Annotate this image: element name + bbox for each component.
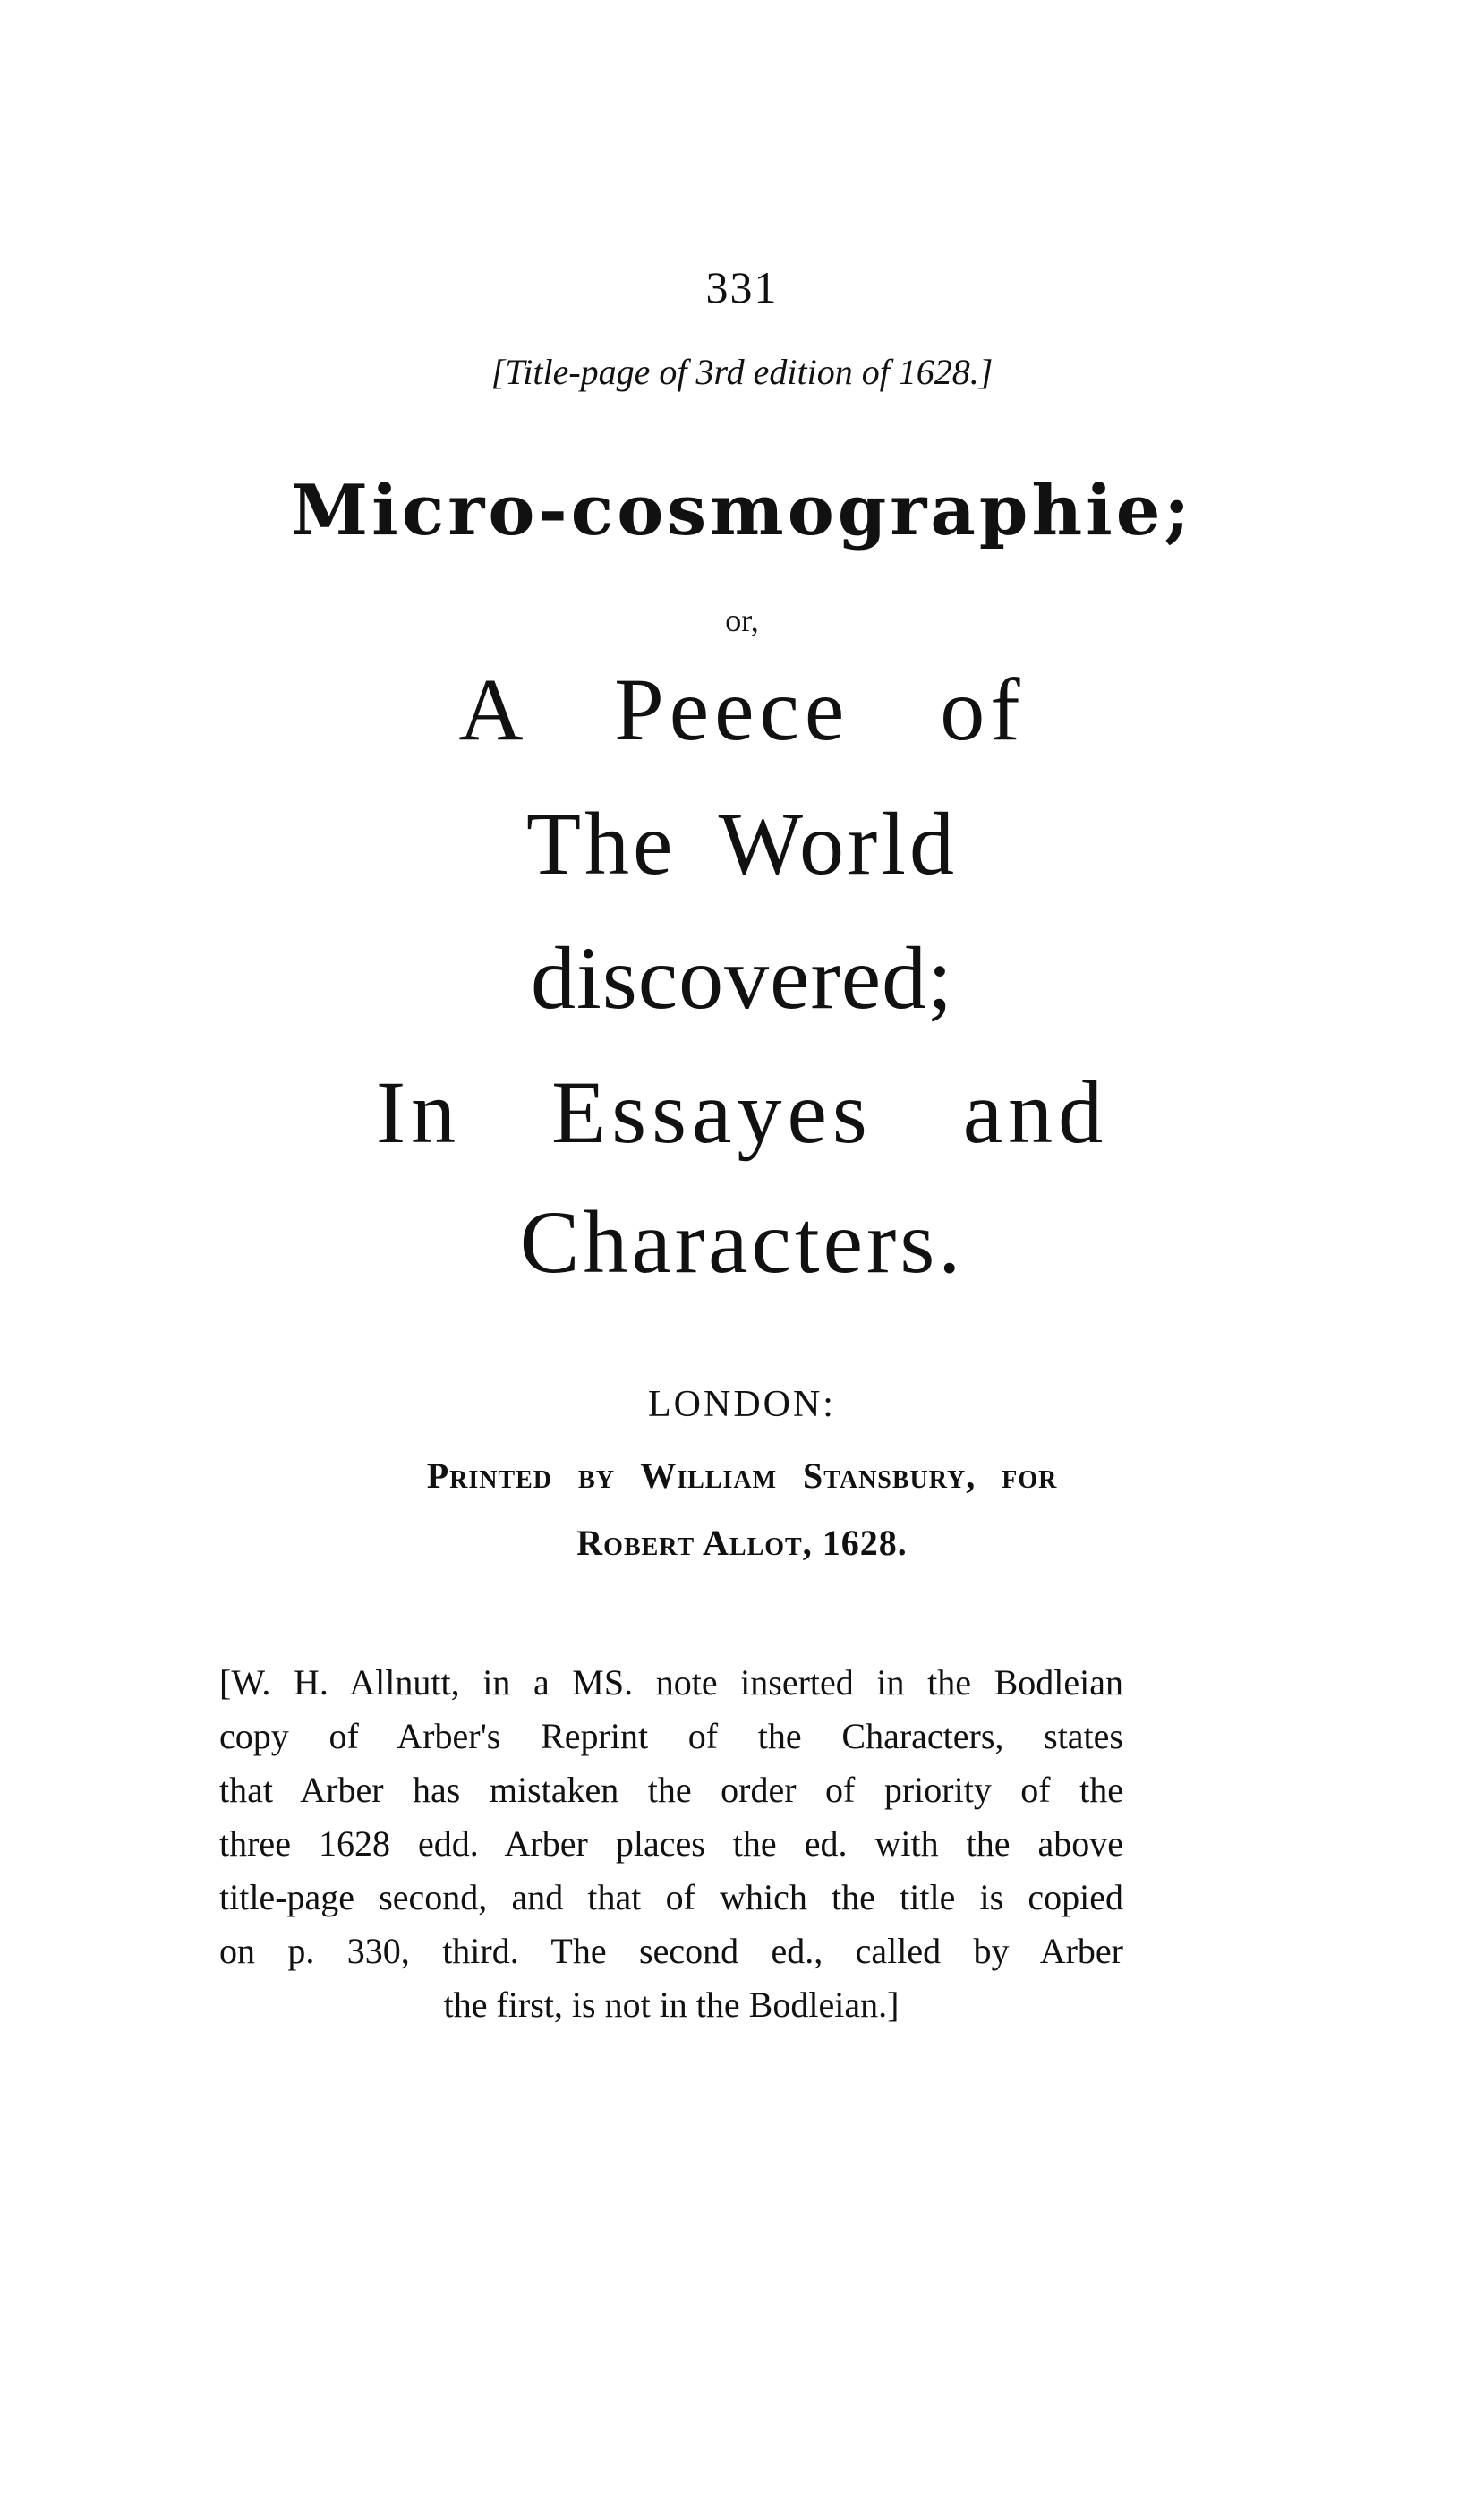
note-line: copy of Arber's Reprint of the Characters, states	[219, 1716, 1123, 1756]
note-line: on p. 330, third. The second ed., called by Arber	[219, 1931, 1123, 1971]
title-line-1: A Peece of	[458, 660, 1026, 759]
imprint-city: LONDON:	[648, 1384, 836, 1425]
title-line-5: Characters.	[519, 1192, 965, 1292]
note-line: title-page second, and that of which the title is copied	[219, 1877, 1123, 1917]
title-line-2: The World	[525, 794, 959, 893]
main-title: Micro-cosmographie;	[290, 470, 1194, 551]
title-line-4: In Essayes and	[375, 1063, 1109, 1162]
title-line-3: discovered;	[531, 928, 953, 1028]
page-number: 331	[705, 262, 779, 312]
edition-note: [Title-page of 3rd edition of 1628.]	[490, 352, 994, 392]
note-line: that Arber has mistaken the order of priority of the	[219, 1770, 1123, 1810]
note-line: the first, is not in the Bodleian.]	[443, 1985, 900, 2025]
imprint-printer: Printed by William Stansbury, for	[426, 1455, 1058, 1496]
imprint-publisher: Robert Allot, 1628.	[576, 1523, 908, 1563]
or-connector: or,	[725, 602, 759, 638]
note-line: [W. H. Allnutt, in a MS. note inserted in the Bodleian	[219, 1662, 1123, 1703]
note-line: three 1628 edd. Arber places the ed. with the above	[219, 1823, 1123, 1864]
bibliographic-note	[219, 1656, 1123, 2032]
